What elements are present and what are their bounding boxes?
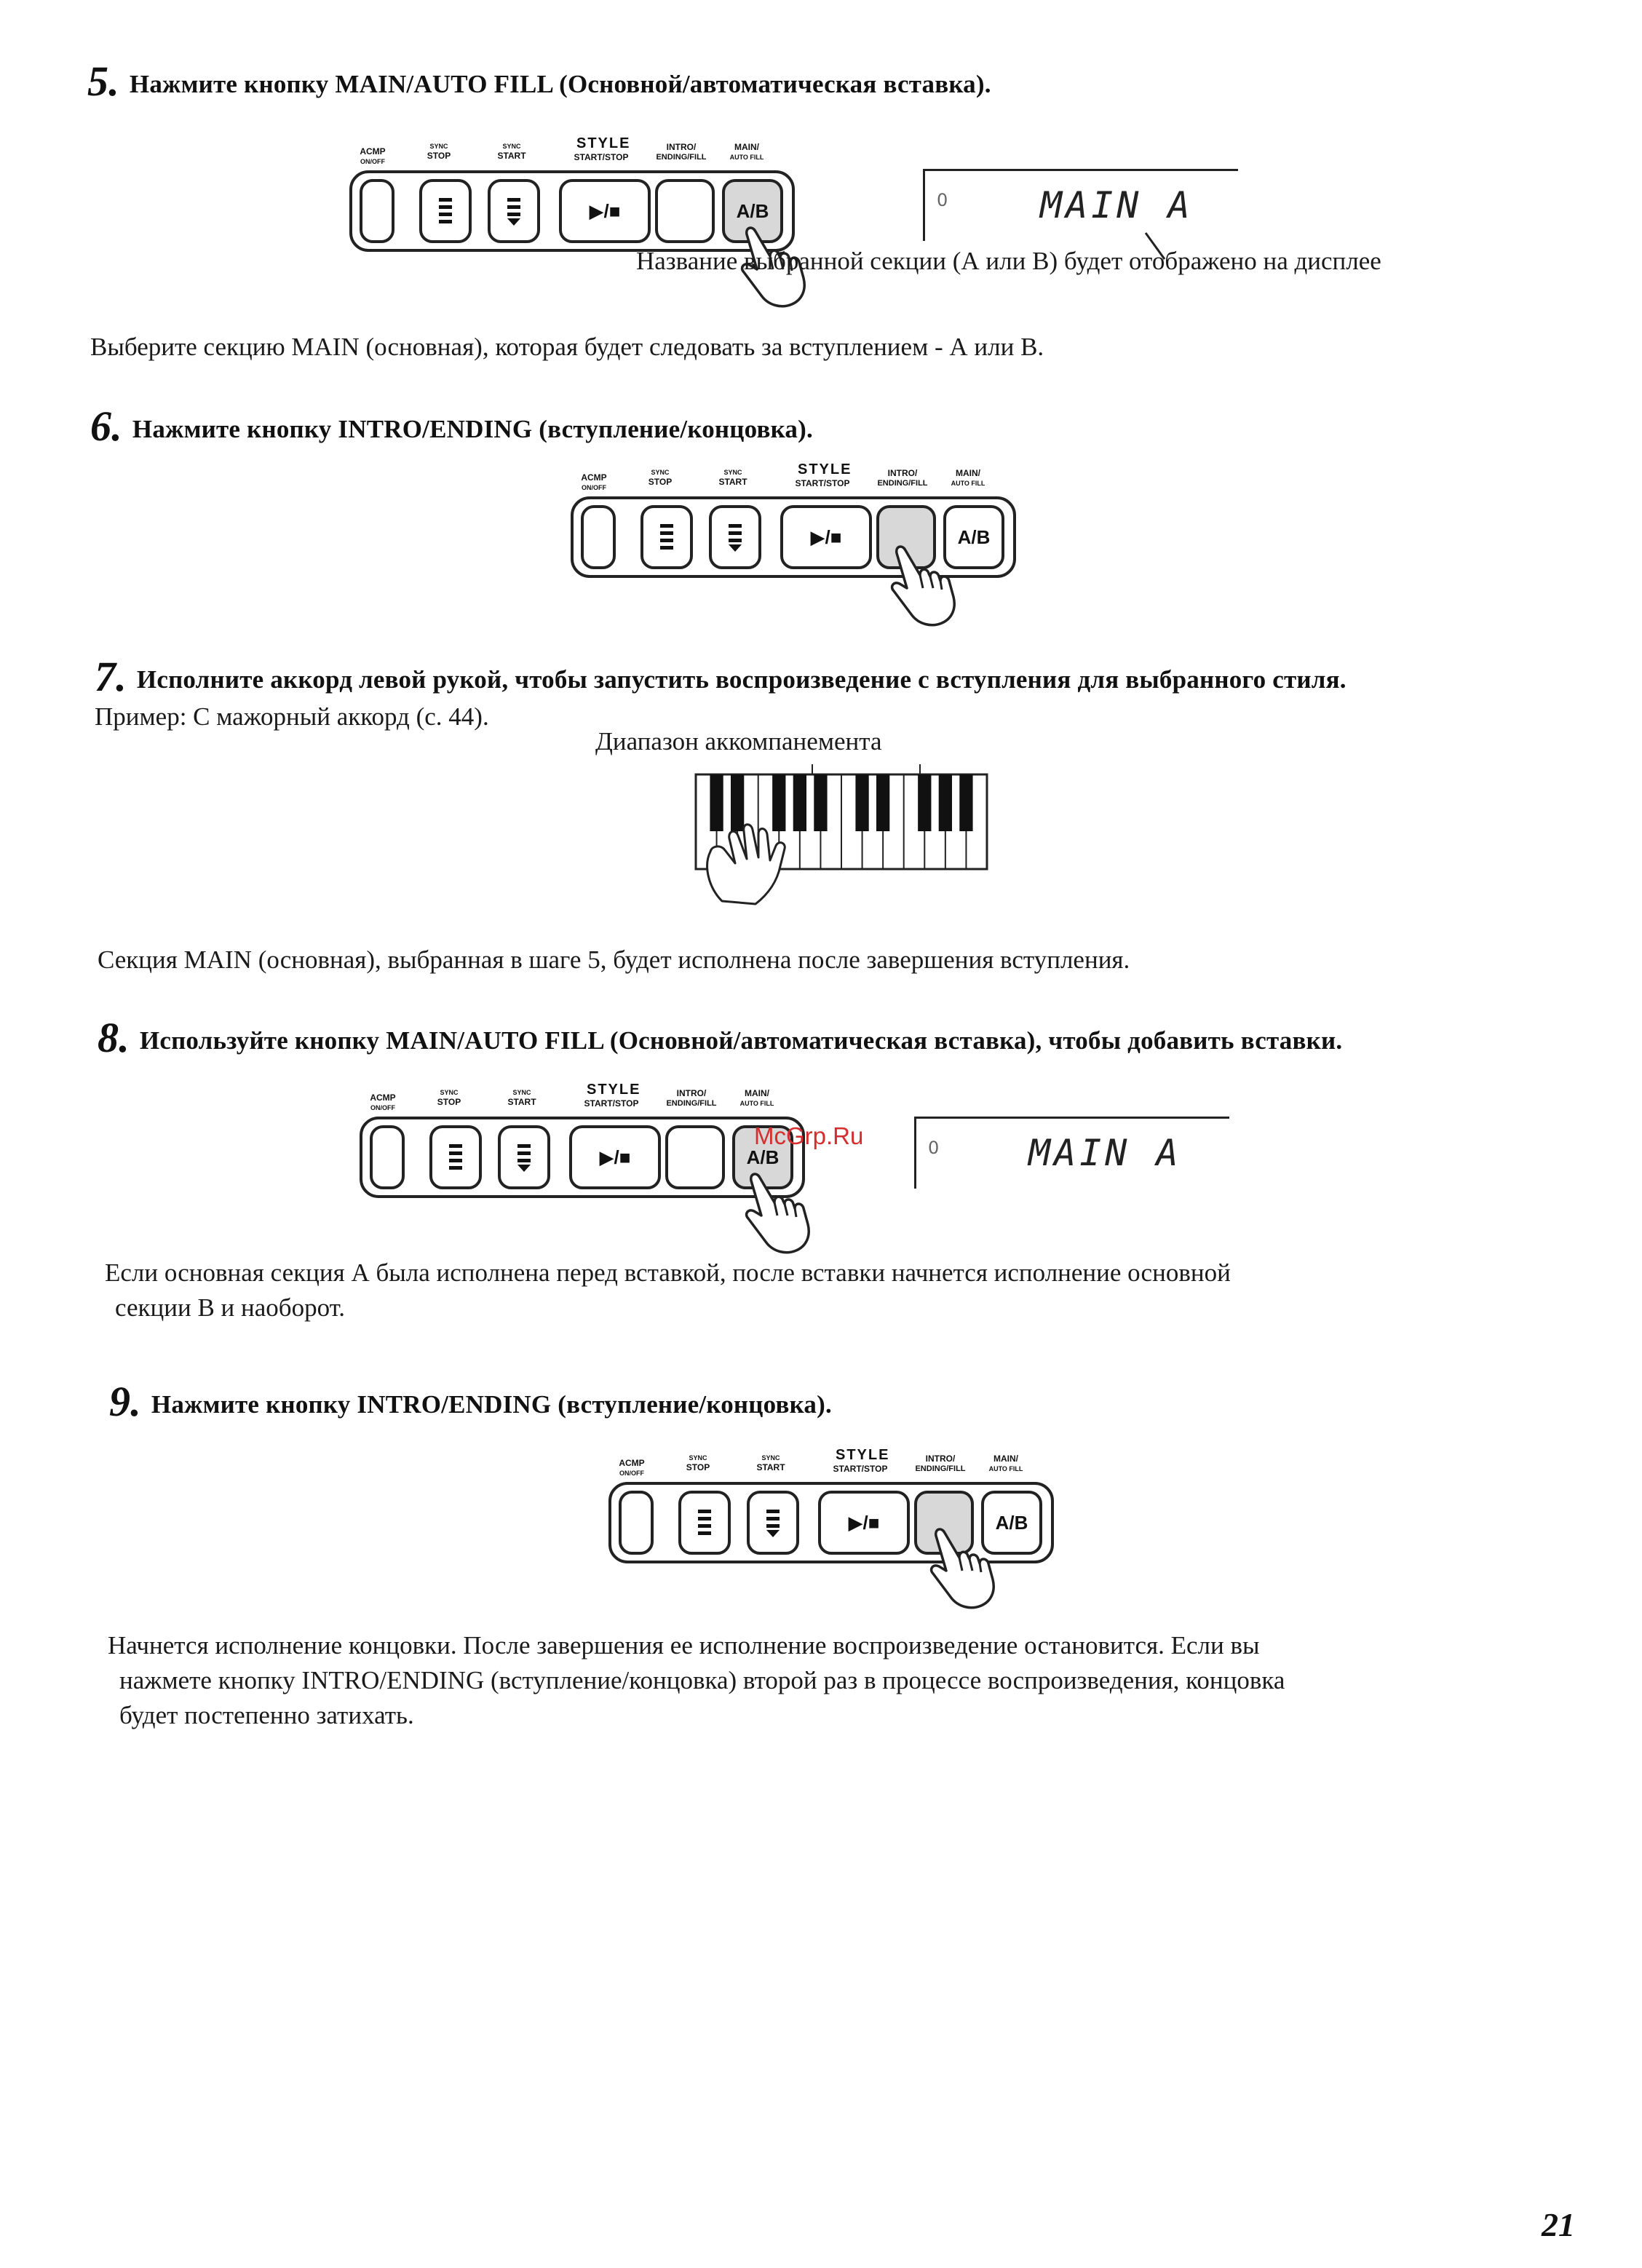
sync-start-button[interactable]: [488, 179, 540, 243]
sync-stop-icon: [448, 1141, 464, 1173]
label-sync: SYNC: [440, 1089, 459, 1096]
label-sync-start: START: [507, 1097, 536, 1107]
label-acmp: ACMP: [360, 146, 386, 156]
sync-start-icon: [516, 1141, 532, 1173]
step-number: 7.: [95, 653, 127, 700]
accompaniment-range-label: Диапазон аккомпанемента: [595, 727, 882, 756]
label-start-stop: START/STOP: [833, 1464, 888, 1474]
label-intro: INTRO/: [666, 142, 697, 152]
intro-ending-button[interactable]: [665, 1125, 725, 1189]
sync-start-button[interactable]: [747, 1491, 799, 1555]
label-auto-fill: AUTO FILL: [739, 1100, 774, 1107]
sync-stop-button[interactable]: [678, 1491, 731, 1555]
black-key: [793, 774, 806, 831]
black-key: [876, 774, 889, 831]
step-text: Нажмите кнопку MAIN/AUTO FILL (Основной/автоматическая вставка).: [129, 70, 991, 98]
control-panel: [608, 1447, 1060, 1577]
label-main: MAIN/: [734, 142, 759, 152]
label-auto-fill: AUTO FILL: [951, 480, 985, 487]
black-key: [772, 774, 785, 831]
label-style: STYLE: [587, 1082, 641, 1098]
label-sync-start: START: [756, 1462, 785, 1472]
label-start-stop: START/STOP: [584, 1098, 639, 1109]
label-ending: ENDING/FILL: [656, 153, 707, 162]
step-6-heading: [90, 402, 813, 451]
black-key: [731, 774, 744, 831]
label-sync-stop: STOP: [686, 1462, 710, 1472]
lcd-display: [914, 1117, 1229, 1189]
black-key: [855, 774, 868, 831]
start-stop-button[interactable]: [569, 1125, 661, 1189]
start-stop-button[interactable]: [818, 1491, 910, 1555]
sync-stop-icon: [437, 195, 453, 227]
lcd-text: MAIN A: [1028, 1132, 1182, 1174]
play-stop-icon: ▶/■: [599, 1146, 631, 1168]
label-auto-fill: AUTO FILL: [988, 1465, 1023, 1472]
label-acmp: ACMP: [370, 1093, 396, 1103]
acmp-button[interactable]: [581, 505, 616, 569]
step-number: 8.: [98, 1014, 130, 1061]
black-key: [918, 774, 931, 831]
keyboard-diagram: [689, 764, 994, 910]
pointing-hand-icon: [744, 1170, 814, 1258]
step-5-heading: [87, 57, 991, 106]
step-9-heading: [109, 1377, 832, 1426]
pointing-hand-icon: [929, 1526, 999, 1613]
label-sync-start: START: [497, 151, 526, 161]
sync-start-button[interactable]: [498, 1125, 550, 1189]
label-intro: INTRO/: [676, 1088, 707, 1098]
step-8-heading: [98, 1013, 1342, 1062]
label-intro: INTRO/: [887, 468, 918, 478]
step-number: 9.: [109, 1378, 141, 1425]
label-acmp: ACMP: [581, 472, 607, 483]
fill-explanation-line: Если основная секция А была исполнена перед вставкой, после вставки начнется исполнение основной: [105, 1258, 1231, 1287]
label-style: STYLE: [798, 461, 852, 477]
sync-stop-icon: [659, 521, 675, 553]
label-sync: SYNC: [761, 1454, 780, 1462]
select-main-text: Выберите секцию MAIN (основная), которая будет следовать за вступлением - А или В.: [90, 333, 1044, 361]
label-style: STYLE: [576, 135, 631, 151]
step-text: Исполните аккорд левой рукой, чтобы запустить воспроизведение с вступления для выбранного стиля.: [136, 665, 1346, 694]
control-panel: [360, 1082, 811, 1212]
black-key: [939, 774, 952, 831]
label-ending: ENDING/FILL: [915, 1464, 966, 1473]
label-acmp-sub: ON/OFF: [360, 158, 385, 165]
label-auto-fill: AUTO FILL: [729, 154, 764, 161]
lcd-indicator: 0: [928, 1138, 940, 1158]
label-acmp-sub: ON/OFF: [619, 1470, 644, 1477]
step-text: Нажмите кнопку INTRO/ENDING (вступление/концовка).: [132, 415, 813, 443]
acmp-button[interactable]: [370, 1125, 405, 1189]
label-acmp: ACMP: [619, 1458, 645, 1468]
ab-label: A/B: [736, 199, 769, 222]
sync-stop-icon: [697, 1507, 713, 1539]
label-main: MAIN/: [993, 1454, 1018, 1464]
control-panel: [571, 461, 1022, 592]
sync-stop-button[interactable]: [640, 505, 693, 569]
label-acmp-sub: ON/OFF: [582, 484, 606, 491]
ab-label: A/B: [995, 1511, 1028, 1534]
play-stop-icon: ▶/■: [848, 1511, 880, 1534]
black-key: [959, 774, 972, 831]
sync-start-button[interactable]: [709, 505, 761, 569]
start-stop-button[interactable]: [559, 179, 651, 243]
fill-explanation-line: секции В и наоборот.: [115, 1293, 346, 1322]
black-key: [814, 774, 827, 831]
label-sync-start: START: [718, 477, 747, 487]
label-main: MAIN/: [956, 468, 980, 478]
label-sync: SYNC: [651, 469, 670, 476]
black-key: [710, 774, 723, 831]
label-sync-stop: STOP: [427, 151, 451, 161]
ab-label: A/B: [746, 1146, 780, 1168]
sync-start-icon: [765, 1507, 781, 1539]
pointing-hand-icon: [889, 543, 959, 630]
label-ending: ENDING/FILL: [666, 1099, 717, 1108]
step-number: 5.: [87, 58, 119, 105]
ending-explanation-line: нажмете кнопку INTRO/ENDING (вступление/концовка) второй раз в процессе воспроизведения, концовка: [119, 1666, 1285, 1694]
sync-stop-button[interactable]: [429, 1125, 482, 1189]
label-main: MAIN/: [745, 1088, 769, 1098]
lcd-indicator: 0: [937, 190, 948, 210]
lcd-display: [923, 169, 1238, 241]
label-sync: SYNC: [512, 1089, 531, 1096]
ab-label: A/B: [957, 526, 991, 548]
acmp-button[interactable]: [619, 1491, 654, 1555]
watermark: McGrp.Ru: [754, 1122, 864, 1149]
example-text: Пример: С мажорный аккорд (с. 44).: [95, 702, 489, 731]
play-stop-icon: ▶/■: [589, 199, 621, 222]
step-text: Нажмите кнопку INTRO/ENDING (вступление/концовка).: [151, 1390, 832, 1419]
display-caption: Название выбранной секции (А или В) будет отображено на дисплее: [636, 247, 1381, 275]
sync-stop-button[interactable]: [419, 179, 472, 243]
label-sync-stop: STOP: [437, 1097, 461, 1107]
start-stop-button[interactable]: [780, 505, 872, 569]
step-number: 6.: [90, 403, 122, 450]
label-sync-stop: STOP: [648, 477, 673, 487]
label-sync: SYNC: [689, 1454, 707, 1462]
label-sync: SYNC: [723, 469, 742, 476]
sync-start-icon: [727, 521, 743, 553]
main-after-intro-text: Секция MAIN (основная), выбранная в шаге 5, будет исполнена после завершения вступления.: [98, 945, 1130, 974]
lcd-text: MAIN A: [1040, 184, 1194, 226]
acmp-button[interactable]: [360, 179, 394, 243]
ending-explanation-line: будет постепенно затихать.: [119, 1701, 414, 1729]
label-style: STYLE: [836, 1447, 890, 1463]
label-acmp-sub: ON/OFF: [370, 1104, 395, 1111]
play-stop-icon: ▶/■: [810, 526, 842, 548]
step-7-heading: [95, 652, 1346, 701]
label-intro: INTRO/: [925, 1454, 956, 1464]
label-sync: SYNC: [502, 143, 521, 150]
label-sync: SYNC: [429, 143, 448, 150]
ending-explanation-line: Начнется исполнение концовки. После завершения ее исполнение воспроизведение остановится. Если вы: [108, 1631, 1260, 1660]
step-text: Используйте кнопку MAIN/AUTO FILL (Основной/автоматическая вставка), чтобы добавить вставки.: [139, 1026, 1343, 1055]
label-ending: ENDING/FILL: [877, 479, 928, 488]
label-start-stop: START/STOP: [795, 478, 850, 488]
page-number: 21: [1542, 2206, 1575, 2243]
label-start-stop: START/STOP: [574, 152, 629, 162]
intro-ending-button[interactable]: [655, 179, 715, 243]
sync-start-icon: [506, 195, 522, 227]
